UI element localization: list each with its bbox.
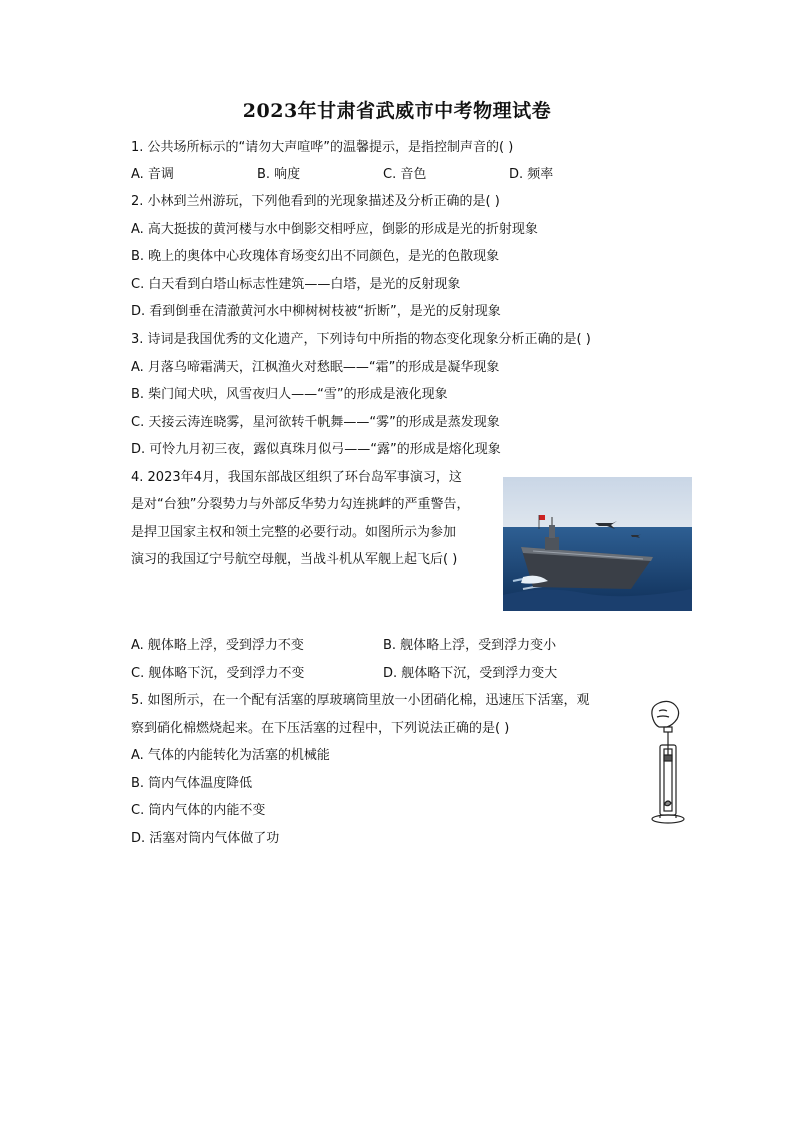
question-4-option-d: D. 舰体略下沉，受到浮力变大	[383, 666, 558, 681]
question-3-option-c: C. 天接云涛连晓雾，星河欲转千帆舞——“雾”的形成是蒸发现象	[131, 415, 500, 430]
question-4-stem-line-1: 4. 2023年4月，我国东部战区组织了环台岛军事演习，这	[131, 470, 462, 485]
question-1-option-b: B. 响度	[257, 167, 301, 182]
question-1-option-d: D. 频率	[509, 167, 554, 182]
question-4-stem-line-4: 演习的我国辽宁号航空母舰，当战斗机从军舰上起飞后( )	[131, 552, 458, 567]
question-3-option-b: B. 柴门闻犬吠，风雪夜归人——“雪”的形成是液化现象	[131, 387, 448, 402]
question-1-option-a: A. 音调	[131, 167, 174, 182]
question-2-stem: 2. 小林到兰州游玩，下列他看到的光现象描述及分析正确的是( )	[131, 194, 500, 209]
question-4-option-c: C. 舰体略下沉，受到浮力不变	[131, 666, 305, 681]
question-5-stem-line-1: 5. 如图所示，在一个配有活塞的厚玻璃筒里放一小团硝化棉，迅速压下活塞，观	[131, 693, 590, 708]
question-4-stem-line-2: 是对“台独”分裂势力与外部反华势力勾连挑衅的严重警告，	[131, 497, 470, 512]
aircraft-carrier-photo	[503, 477, 692, 611]
question-4-option-a: A. 舰体略上浮，受到浮力不变	[131, 638, 304, 653]
question-2-option-a: A. 高大挺拔的黄河楼与水中倒影交相呼应，倒影的形成是光的折射现象	[131, 222, 538, 237]
question-4-option-b: B. 舰体略上浮，受到浮力变小	[383, 638, 557, 653]
question-3-stem: 3. 诗词是我国优秀的文化遗产，下列诗句中所指的物态变化现象分析正确的是( )	[131, 332, 591, 347]
question-4-stem-line-3: 是捍卫国家主权和领土完整的必要行动。如图所示为参加	[131, 525, 457, 540]
question-2-option-d: D. 看到倒垂在清澈黄河水中柳树树枝被“折断”，是光的反射现象	[131, 304, 501, 319]
question-3-option-a: A. 月落乌啼霜满天，江枫渔火对愁眠——“霜”的形成是凝华现象	[131, 360, 500, 375]
question-5-option-a: A. 气体的内能转化为活塞的机械能	[131, 748, 330, 763]
question-5-option-d: D. 活塞对筒内气体做了功	[131, 831, 280, 846]
question-5-stem-line-2: 察到硝化棉燃烧起来。在下压活塞的过程中，下列说法正确的是( )	[131, 721, 510, 736]
question-1-option-c: C. 音色	[383, 167, 427, 182]
exam-title: 2023年甘肃省武威市中考物理试卷	[242, 100, 552, 122]
question-2-option-c: C. 白天看到白塔山标志性建筑——白塔，是光的反射现象	[131, 277, 461, 292]
question-3-option-d: D. 可怜九月初三夜，露似真珠月似弓——“露”的形成是熔化现象	[131, 442, 501, 457]
question-1-stem: 1. 公共场所标示的“请勿大声喧哗”的温馨提示，是指控制声音的( )	[131, 140, 514, 155]
question-5-option-c: C. 筒内气体的内能不变	[131, 803, 266, 818]
piston-cylinder-diagram	[645, 697, 691, 827]
question-5-option-b: B. 筒内气体温度降低	[131, 776, 253, 791]
question-2-option-b: B. 晚上的奥体中心玫瑰体育场变幻出不同颜色，是光的色散现象	[131, 249, 500, 264]
